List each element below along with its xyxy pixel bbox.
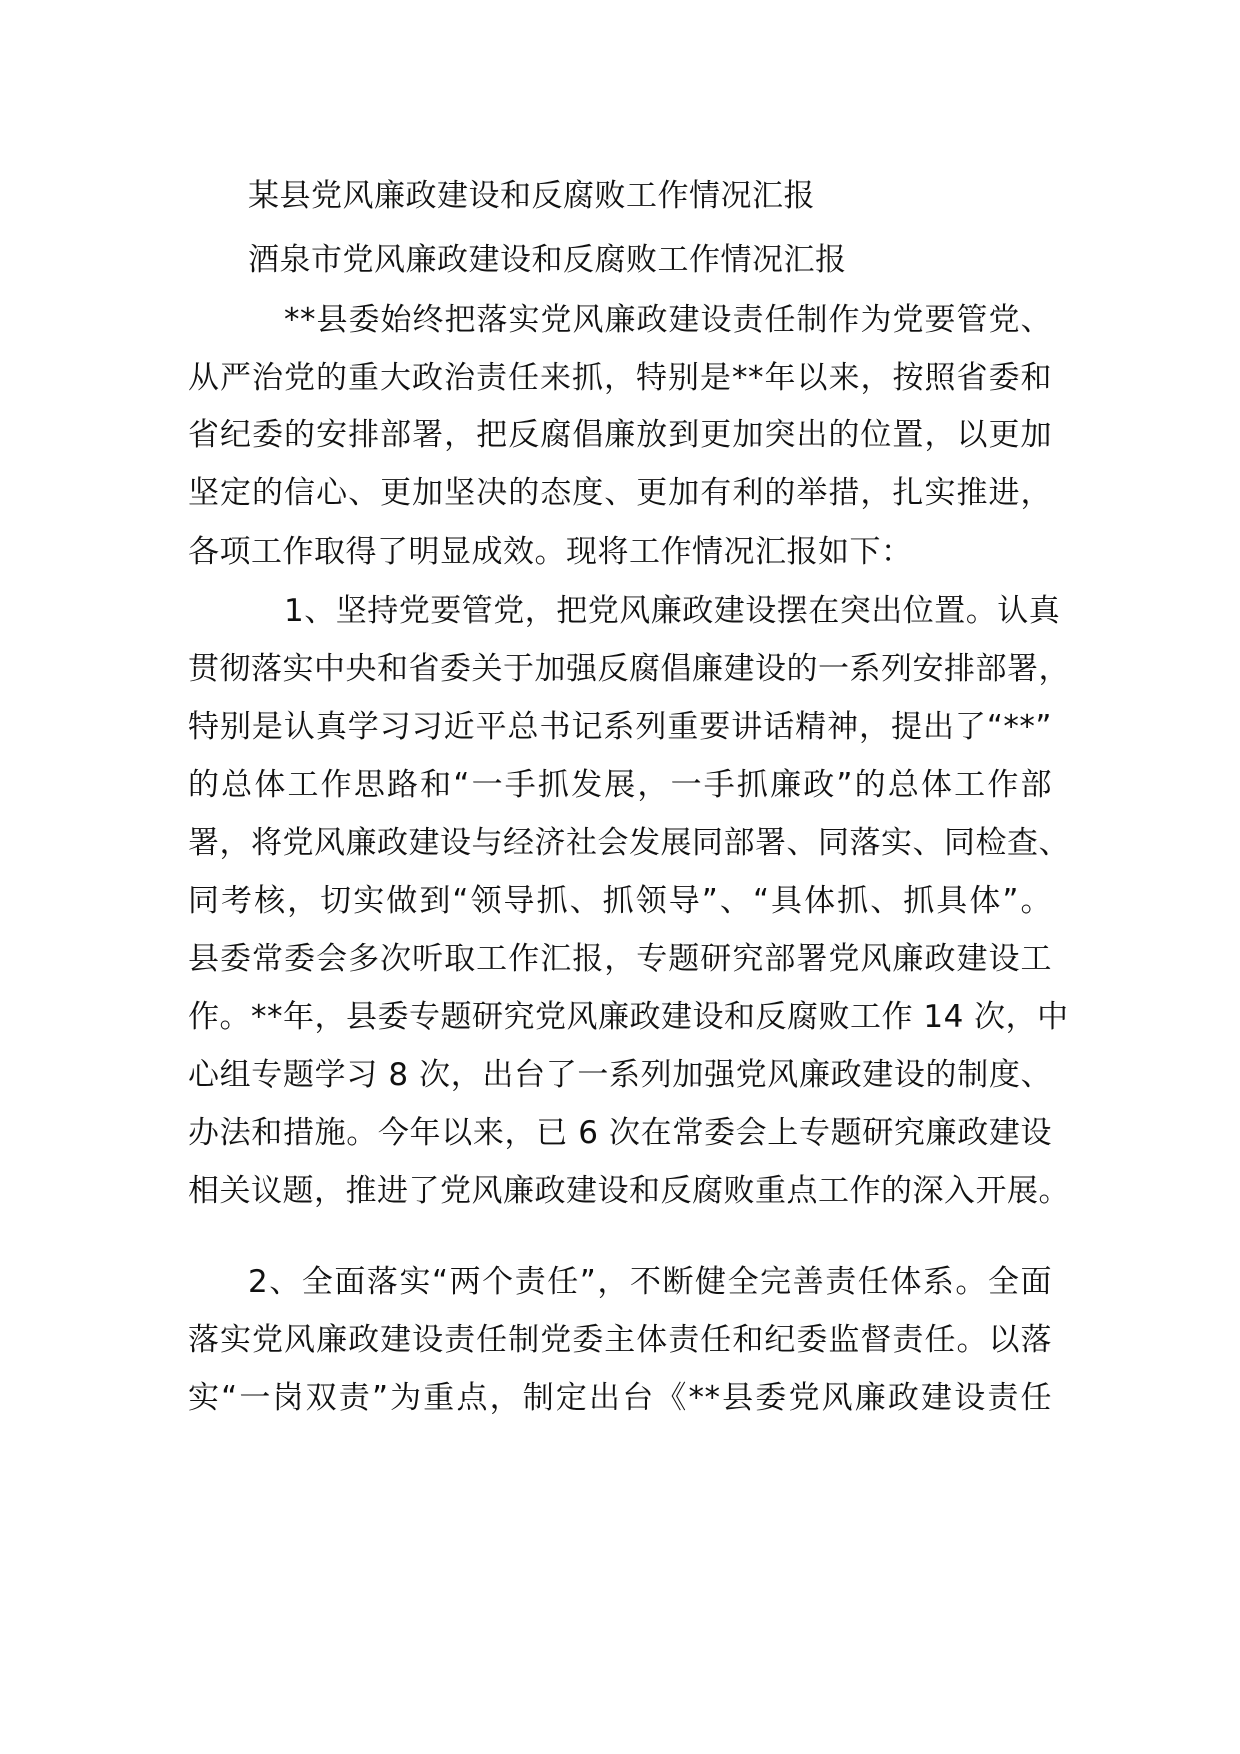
intro-line: 从严治党的重大政治责任来抓，特别是**年以来，按照省委和 [188, 360, 1052, 396]
section1-line: 署，将党风廉政建设与经济社会发展同部署、同落实、同检查、 [188, 825, 1070, 861]
section1-line: 办法和措施。今年以来，已 6 次在常委会上专题研究廉政建设 [188, 1115, 1052, 1151]
document-subtitle: 酒泉市党风廉政建设和反腐败工作情况汇报 [248, 242, 847, 278]
section1-line: 特别是认真学习习近平总书记系列重要讲话精神，提出了“**” [188, 709, 1052, 745]
section1-line: 心组专题学习 8 次，出台了一系列加强党风廉政建设的制度、 [188, 1057, 1052, 1093]
section2-heading-line: 2、全面落实“两个责任”，不断健全完善责任体系。全面 [248, 1264, 1052, 1300]
intro-line: 各项工作取得了明显成效。现将工作情况汇报如下： [188, 534, 913, 570]
intro-line: 省纪委的安排部署，把反腐倡廉放到更加突出的位置，以更加 [188, 417, 1052, 453]
document-title: 某县党风廉政建设和反腐败工作情况汇报 [248, 178, 815, 214]
intro-line: 坚定的信心、更加坚决的态度、更加有利的举措，扎实推进， [188, 475, 1052, 511]
section1-line: 相关议题，推进了党风廉政建设和反腐败重点工作的深入开展。 [188, 1173, 1070, 1209]
section1-heading-line: 1、坚持党要管党，把党风廉政建设摆在突出位置。认真 [284, 593, 1061, 629]
section1-line: 贯彻落实中央和省委关于加强反腐倡廉建设的一系列安排部署， [188, 651, 1070, 687]
intro-line: **县委始终把落实党风廉政建设责任制作为党要管党、 [284, 302, 1052, 338]
section2-line: 实“一岗双责”为重点，制定出台《**县委党风廉政建设责任 [188, 1380, 1052, 1416]
section1-line: 同考核，切实做到“领导抓、抓领导”、“具体抓、抓具体”。 [188, 883, 1052, 919]
section1-line: 作。**年，县委专题研究党风廉政建设和反腐败工作 14 次，中 [188, 999, 1069, 1035]
section1-line: 县委常委会多次听取工作汇报，专题研究部署党风廉政建设工 [188, 941, 1052, 977]
section2-line: 落实党风廉政建设责任制党委主体责任和纪委监督责任。以落 [188, 1322, 1052, 1358]
section1-line: 的总体工作思路和“一手抓发展，一手抓廉政”的总体工作部 [188, 767, 1052, 803]
